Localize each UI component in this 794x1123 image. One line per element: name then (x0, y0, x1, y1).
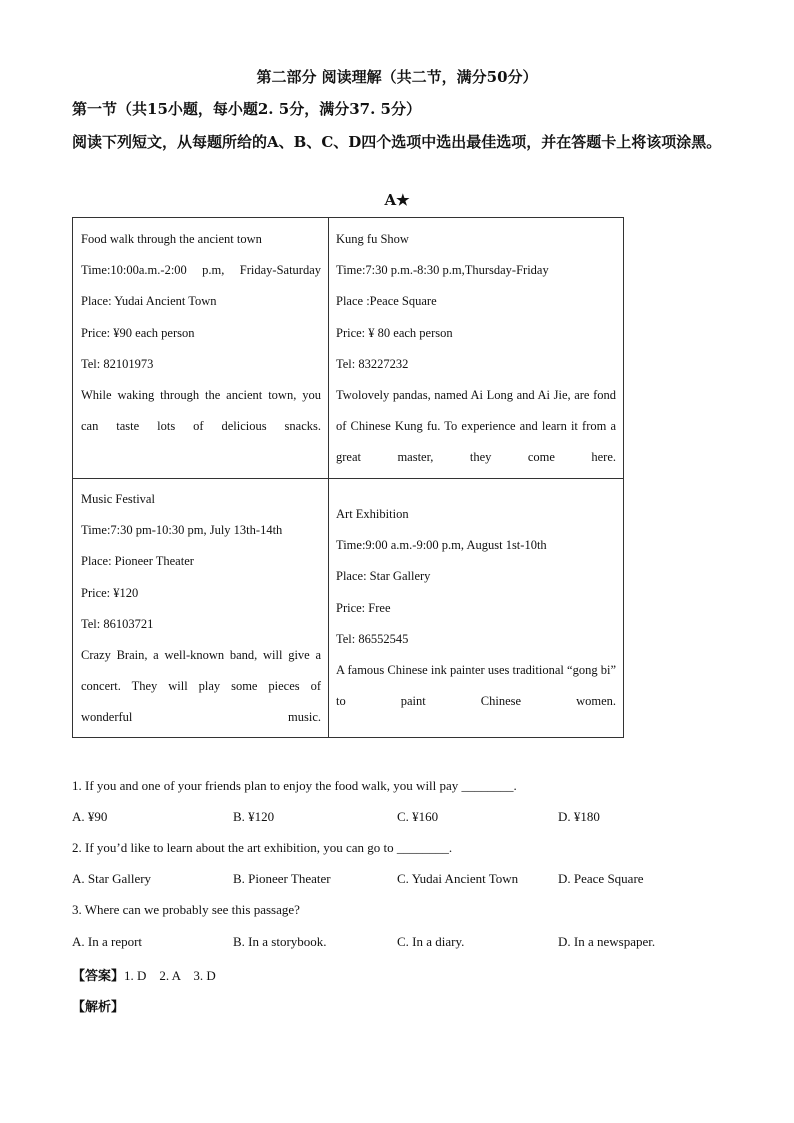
question-2-option-c: C. Yudai Ancient Town (397, 871, 519, 886)
analysis-label: 【解析】 (72, 1000, 125, 1015)
event-cell-food-walk (81, 224, 321, 442)
event-time: Time:10:00a.m.-2:00 p.m, Friday-Saturday (81, 263, 321, 278)
event-description: Twolovely pandas, named Ai Long and Ai Jie, are fond of Chinese Kung fu. To experience and learn it from a great master, they come here. (336, 388, 616, 465)
question-3-option-d: D. In a newspaper. (558, 934, 656, 949)
event-time: Time:7:30 pm-10:30 pm, July 13th-14th (81, 523, 283, 538)
event-title: Music Festival (81, 492, 155, 506)
answer-text: 1. D 2. A 3. D (124, 968, 216, 983)
event-tel: Tel: 86103721 (81, 616, 154, 631)
section-title: 第一节（共15小题，每小题2. 5分，满分37. 5分） (72, 100, 421, 118)
question-3-option-c: C. In a diary. (397, 934, 465, 949)
event-tel: Tel: 83227232 (336, 356, 409, 371)
passage-label: A★ (384, 191, 410, 209)
event-place: Place: Yudai Ancient Town (81, 294, 217, 309)
event-time: Time:7:30 p.m.-8:30 p.m,Thursday-Friday (336, 263, 549, 278)
event-title: Food walk through the ancient town (81, 232, 262, 246)
event-price: Price: Free (336, 600, 391, 615)
event-description: A famous Chinese ink painter uses traditional “gong bi” to paint Chinese women. (336, 663, 616, 709)
question-1-option-c: C. ¥160 (397, 809, 439, 824)
event-tel: Tel: 82101973 (81, 356, 154, 371)
event-place: Place: Pioneer Theater (81, 554, 194, 569)
question-2-option-b: B. Pioneer Theater (233, 871, 331, 886)
event-title: Kung fu Show (336, 232, 409, 246)
event-price: Price: ¥90 each person (81, 325, 195, 340)
answer-line (72, 965, 216, 984)
event-cell-art-exhibition (336, 499, 616, 717)
question-1-option-b: B. ¥120 (233, 809, 275, 824)
analysis-line (72, 996, 124, 1015)
event-price: Price: ¥120 (81, 585, 139, 600)
event-description: While waking through the ancient town, you can taste lots of delicious snacks. (81, 388, 321, 434)
event-price: Price: ¥ 80 each person (336, 325, 453, 340)
event-cell-music-festival (81, 484, 321, 734)
event-cell-kung-fu (336, 224, 616, 474)
events-table (72, 217, 624, 738)
table-divider-horizontal (73, 478, 623, 479)
event-description: Crazy Brain, a well-known band, will give a concert. They will play some pieces of wonderful music. (81, 648, 321, 725)
event-place: Place :Peace Square (336, 294, 437, 309)
instructions: 阅读下列短文，从每题所给的A、B、C、D四个选项中选出最佳选项，并在答题卡上将该项涂黑。 (72, 133, 722, 151)
event-title: Art Exhibition (336, 507, 409, 521)
event-tel: Tel: 86552545 (336, 631, 409, 646)
part-title: 第二部分 阅读理解（共二节，满分50分） (256, 68, 538, 86)
question-3-option-a: A. In a report (72, 934, 143, 949)
answer-label: 【答案】 (72, 969, 125, 984)
question-3-stem: 3. Where can we probably see this passage? (72, 902, 300, 917)
question-2-stem: 2. If you’d like to learn about the art exhibition, you can go to ________. (72, 840, 453, 855)
question-1-stem: 1. If you and one of your friends plan to enjoy the food walk, you will pay ________. (72, 778, 517, 793)
question-2-option-d: D. Peace Square (558, 871, 644, 886)
question-1-option-a: A. ¥90 (72, 809, 108, 824)
event-place: Place: Star Gallery (336, 569, 431, 584)
question-3-option-b: B. In a storybook. (233, 934, 327, 949)
question-1-option-d: D. ¥180 (558, 809, 600, 824)
question-2-option-a: A. Star Gallery (72, 871, 152, 886)
event-time: Time:9:00 a.m.-9:00 p.m, August 1st-10th (336, 538, 547, 553)
